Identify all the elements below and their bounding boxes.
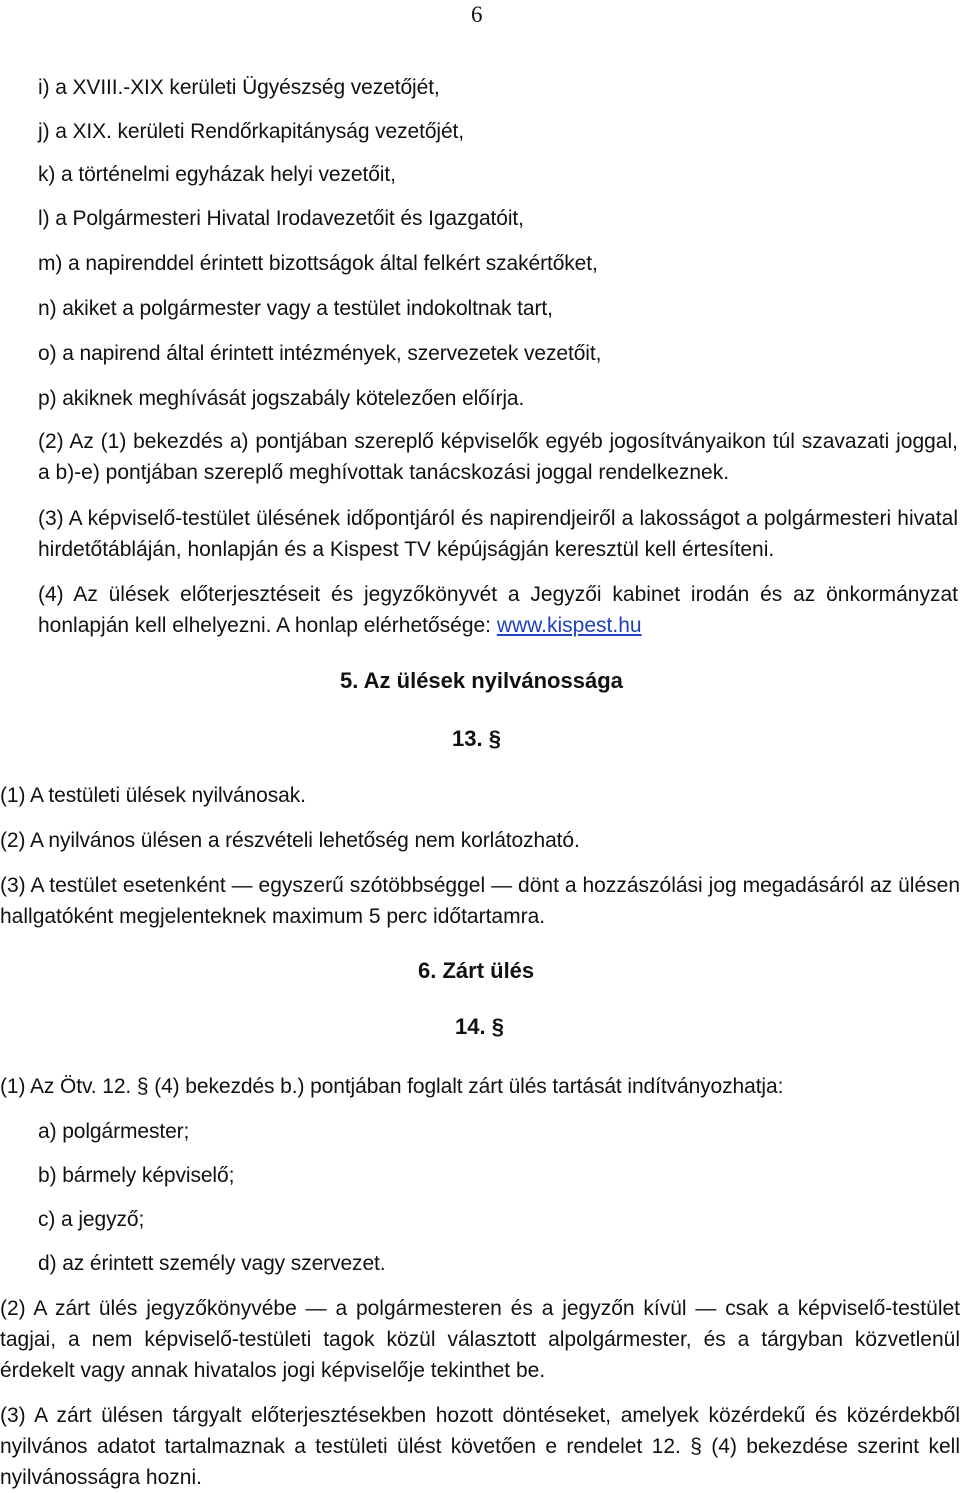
paragraph-4-text: (4) Az ülések előterjesztéseit és jegyzőkönyvét a Jegyzői kabinet irodán és az önkormányzat honlapján kell elhelyezni. A honlap elérhetősége:	[38, 583, 958, 637]
list-item: l) a Polgármesteri Hivatal Irodavezetőit és Igazgatóit,	[38, 207, 524, 230]
s13-paragraph-1: (1) A testületi ülések nyilvánosak.	[0, 784, 306, 807]
s14-paragraph-3: (3) A zárt ülésen tárgyalt előterjesztésekben hozott döntéseket, amelyek közérdekű és közérdekből nyilvános adatot tartalmaznak a testületi ülést követően e rendelet 12. § (4) bekezdése szerint kell nyilvánosságra hozni.	[0, 1404, 960, 1489]
paragraph-14-label: 14. §	[455, 1014, 504, 1039]
list-item: d) az érintett személy vagy szervezet.	[38, 1252, 386, 1275]
paragraph-4	[38, 579, 958, 641]
s14-paragraph-2: (2) A zárt ülés jegyzőkönyvébe — a polgármesteren és a jegyzőn kívül — csak a képviselő-testület tagjai, a nem képviselő-testületi tagok közül választott alpolgármester, és a tárgyban közvetlenül érdekelt vagy annak hivatalos jogi képviselője tekinthet be.	[0, 1297, 960, 1382]
list-item: b) bármely képviselő;	[38, 1164, 235, 1187]
list-item: k) a történelmi egyházak helyi vezetőit,	[38, 163, 396, 186]
list-item: o) a napirend által érintett intézmények, szervezetek vezetőit,	[38, 342, 602, 365]
list-item: m) a napirenddel érintett bizottságok által felkért szakértőket,	[38, 252, 598, 275]
paragraph-13-label: 13. §	[452, 726, 501, 751]
list-item: p) akiknek meghívását jogszabály kötelezően előírja.	[38, 387, 525, 410]
list-item: a) polgármester;	[38, 1120, 190, 1143]
list-item: j) a XIX. kerületi Rendőrkapitányság vezetőjét,	[38, 120, 465, 143]
list-item: i) a XVIII.-XIX kerületi Ügyészség vezetőjét,	[38, 76, 440, 99]
s13-paragraph-3: (3) A testület esetenként — egyszerű szótöbbséggel — dönt a hozzászólási jog megadásáról az ülésen hallgatóként megjelenteknek maximum 5 perc időtartamra.	[0, 874, 960, 928]
s13-paragraph-2: (2) A nyilvános ülésen a részvételi lehetőség nem korlátozható.	[0, 829, 580, 852]
s14-paragraph-1: (1) Az Ötv. 12. § (4) bekezdés b.) pontjában foglalt zárt ülés tartását indítványozhatja:	[0, 1075, 784, 1098]
section-6-title: 6. Zárt ülés	[418, 958, 535, 983]
list-item: c) a jegyző;	[38, 1208, 145, 1231]
list-item: n) akiket a polgármester vagy a testület indokoltnak tart,	[38, 297, 553, 320]
section-5-title: 5. Az ülések nyilvánossága	[340, 668, 623, 693]
paragraph-3: (3) A képviselő-testület ülésének időpontjáról és napirendjeiről a lakosságot a polgármesteri hivatal hirdetőtábláján, honlapján és a Kispest TV képújságján keresztül kell értesíteni.	[38, 507, 958, 561]
website-link[interactable]: www.kispest.hu	[496, 614, 642, 637]
page-number: 6	[471, 2, 483, 27]
paragraph-2: (2) Az (1) bekezdés a) pontjában szereplő képviselők egyéb jogosítványaikon túl szavazati joggal, a b)-e) pontjában szereplő meghívottak tanácskozási joggal rendelkeznek.	[38, 430, 958, 484]
